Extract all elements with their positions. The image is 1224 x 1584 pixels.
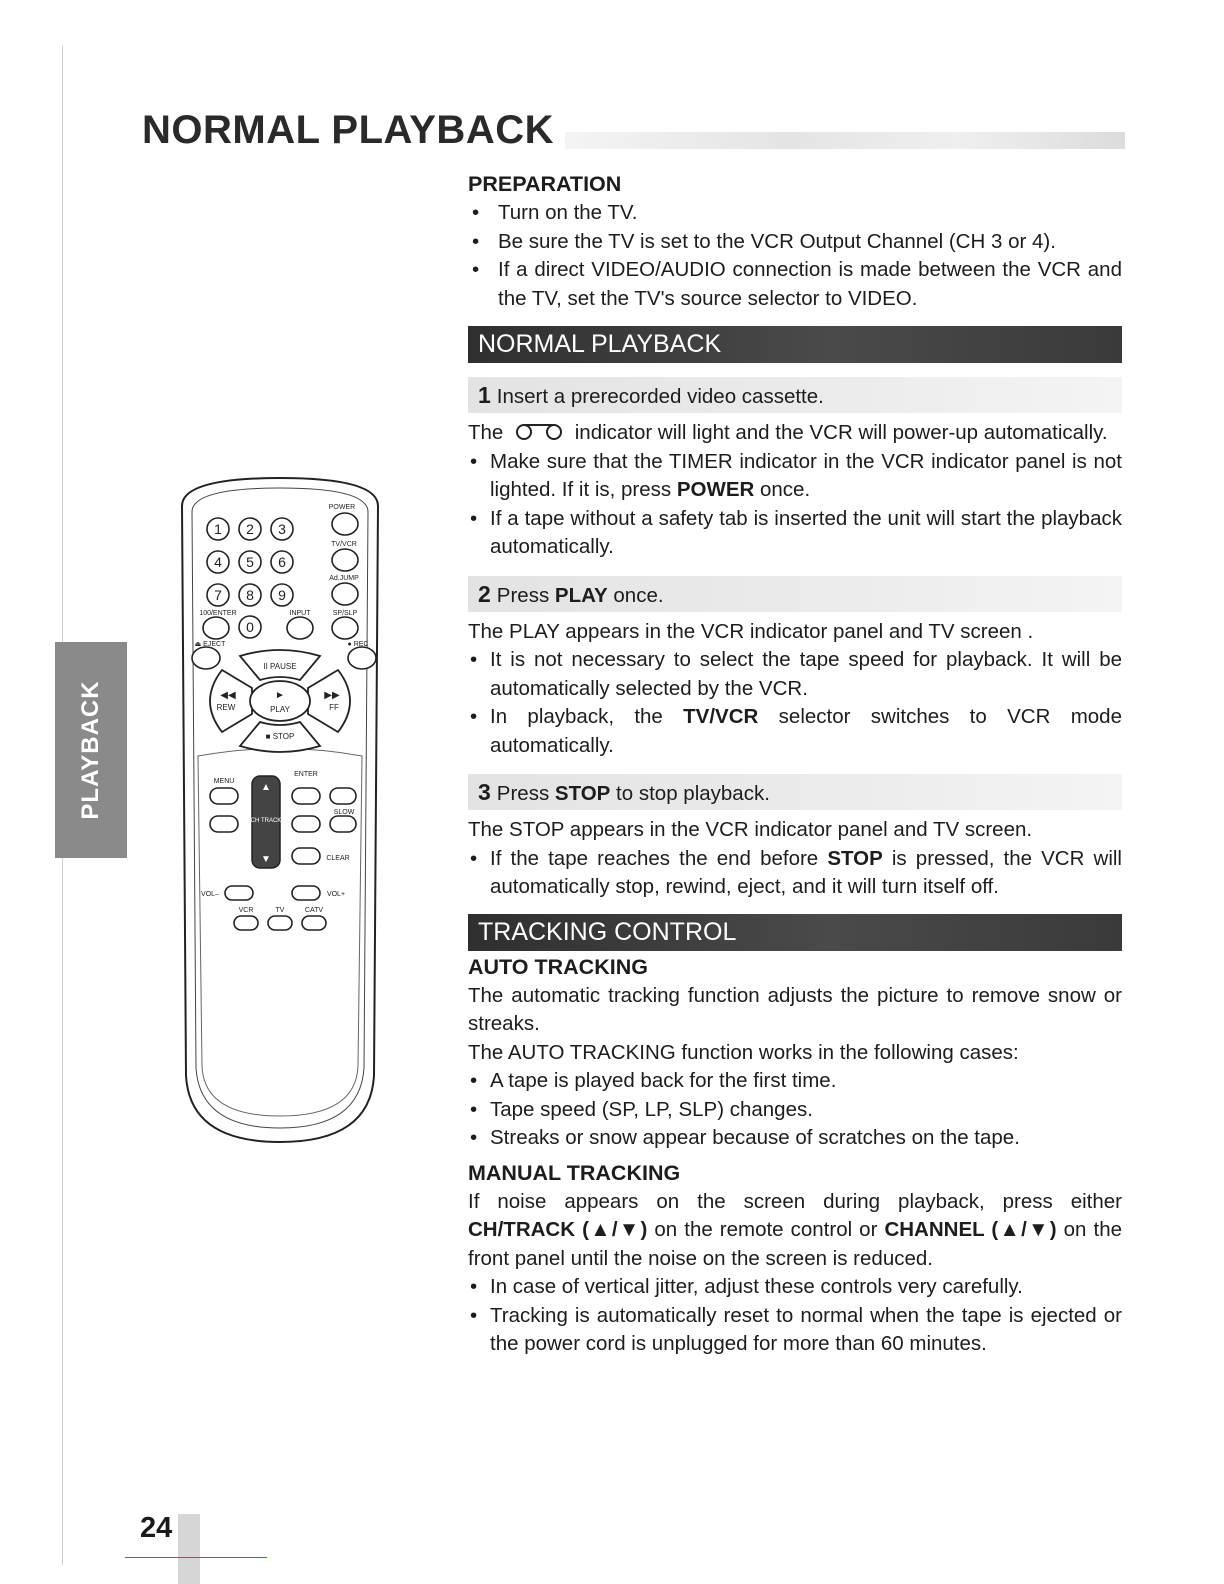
manual-tracking-paragraph: If noise appears on the screen during playback, press either CH/TRACK (▲/▼) on the remote control or CHANNEL (▲/▼) on the front panel until the noise on the screen is reduced. xyxy=(468,1189,1122,1270)
volm-label: VOL– xyxy=(201,891,219,898)
step-2-paragraph: The PLAY appears in the VCR indicator panel and TV screen . xyxy=(468,619,1034,643)
menu-label: MENU xyxy=(213,778,235,785)
step-number: 2 xyxy=(478,580,491,607)
list-item: • Tracking is automatically reset to normal when the tape is ejected or the power cord is unplugged for more than 60 minutes. xyxy=(468,1302,1122,1359)
list-item: • If a direct VIDEO/AUDIO connection is made between the VCR and the TV, set the TV's source selector to VIDEO. xyxy=(468,256,1122,313)
page-number: 24 xyxy=(140,1512,173,1544)
svg-text:▶▶: ▶▶ xyxy=(324,690,340,701)
svg-text:▼: ▼ xyxy=(261,854,271,865)
step-number: 3 xyxy=(478,779,491,805)
pause-label: II PAUSE xyxy=(263,662,297,671)
title-rule-bar xyxy=(565,132,1125,149)
svg-text:◀◀: ◀◀ xyxy=(220,690,236,701)
manual-tracking-heading: MANUAL TRACKING xyxy=(468,1160,681,1185)
normal-playback-band: NORMAL PLAYBACK xyxy=(468,326,1122,363)
svg-text:►: ► xyxy=(275,690,285,701)
auto-tracking-heading: AUTO TRACKING xyxy=(468,954,648,979)
digit-0: 0 xyxy=(246,619,254,635)
remote-control-illustration xyxy=(170,476,390,1146)
ff-label: FF xyxy=(329,703,339,712)
step-3-bar: 3 Press STOP to stop playback. xyxy=(468,774,1122,810)
list-item: • Streaks or snow appear because of scratches on the tape. xyxy=(468,1124,1122,1153)
list-item: • Be sure the TV is set to the VCR Output Channel (CH 3 or 4). xyxy=(468,228,1122,257)
list-item: • Turn on the TV. xyxy=(468,199,1122,228)
catv-label: CATV xyxy=(304,907,324,914)
list-item: • It is not necessary to select the tape speed for playback. It will be automatically selected by the VCR. xyxy=(468,646,1122,703)
step-1-list xyxy=(468,448,1122,562)
digit-4: 4 xyxy=(214,554,222,570)
list-item: • If the tape reaches the end before STOP is pressed, the VCR will automatically stop, rewind, eject, and it will turn itself off. xyxy=(468,845,1122,902)
enter100-label: 100/ENTER xyxy=(199,610,237,617)
step-3-list xyxy=(468,845,1122,902)
ch-track-label: CH TRACK xyxy=(250,818,282,824)
slow-label: SLOW xyxy=(333,809,355,816)
page-marker xyxy=(178,1514,200,1584)
list-item: • A tape is played back for the first time. xyxy=(468,1067,1122,1096)
spslp-label: SP/SLP xyxy=(332,610,358,617)
step-3-paragraph: The STOP appears in the VCR indicator panel and TV screen. xyxy=(468,818,1033,841)
footer-line xyxy=(125,1557,267,1558)
tvvcr-label: TV/VCR xyxy=(331,541,357,548)
step-1-paragraph: The indicator will light and the VCR will power-up automatically. xyxy=(468,421,1108,444)
side-tab xyxy=(55,642,127,858)
manual-tracking-list xyxy=(468,1273,1122,1359)
preparation-heading: PREPARATION xyxy=(468,172,622,196)
list-item: • If a tape without a safety tab is inserted the unit will start the playback automatically. xyxy=(468,505,1122,562)
auto-tracking-list xyxy=(468,1067,1122,1153)
side-tab-label: PLAYBACK xyxy=(77,680,104,820)
digit-7: 7 xyxy=(214,587,222,603)
stop-label: ■ STOP xyxy=(265,732,295,741)
digit-8: 8 xyxy=(246,587,254,603)
digit-5: 5 xyxy=(246,554,254,570)
rec-label: ● REC xyxy=(347,641,369,648)
enter-label: ENTER xyxy=(294,771,318,778)
cassette-indicator-icon xyxy=(513,423,565,441)
tv-label: TV xyxy=(275,907,285,914)
page-title: NORMAL PLAYBACK xyxy=(142,108,554,152)
power-label: POWER xyxy=(328,504,356,511)
vcr-label: VCR xyxy=(238,907,254,914)
volp-label: VOL+ xyxy=(326,891,346,898)
rew-label: REW xyxy=(216,703,236,712)
step-2-bar: 2 Press PLAY once. xyxy=(468,576,1122,612)
step-1-bar xyxy=(468,377,1122,413)
list-item: • Tape speed (SP, LP, SLP) changes. xyxy=(468,1096,1122,1125)
list-item: • Make sure that the TIMER indicator in the VCR indicator panel is not lighted. If it is, press POWER once. xyxy=(468,448,1122,505)
step-number: 1 xyxy=(478,382,491,408)
tracking-control-band: TRACKING CONTROL xyxy=(468,914,1122,951)
play-label: PLAY xyxy=(270,705,290,714)
digit-3: 3 xyxy=(278,521,286,537)
adjump-label: Ad.JUMP xyxy=(329,575,359,582)
svg-text:▲: ▲ xyxy=(261,782,271,793)
auto-tracking-paragraph: The automatic tracking function adjusts the picture to remove snow or streaks. xyxy=(468,983,1122,1035)
step-2-list xyxy=(468,646,1122,760)
step-text: Insert a prerecorded video cassette. xyxy=(496,385,824,408)
digit-1: 1 xyxy=(214,521,222,537)
eject-label: ⏏ EJECT xyxy=(194,641,226,648)
auto-tracking-cases: The AUTO TRACKING function works in the following cases: xyxy=(468,1040,1019,1064)
digit-2: 2 xyxy=(246,521,254,537)
main-content xyxy=(468,170,1122,1359)
digit-6: 6 xyxy=(278,554,286,570)
digit-9: 9 xyxy=(278,587,286,603)
list-item: • In case of vertical jitter, adjust these controls very carefully. xyxy=(468,1273,1122,1302)
list-item: • In playback, the TV/VCR selector switches to VCR mode automatically. xyxy=(468,703,1122,760)
input-label: INPUT xyxy=(289,610,311,617)
clear-label: CLEAR xyxy=(326,855,350,862)
preparation-list xyxy=(468,199,1122,313)
